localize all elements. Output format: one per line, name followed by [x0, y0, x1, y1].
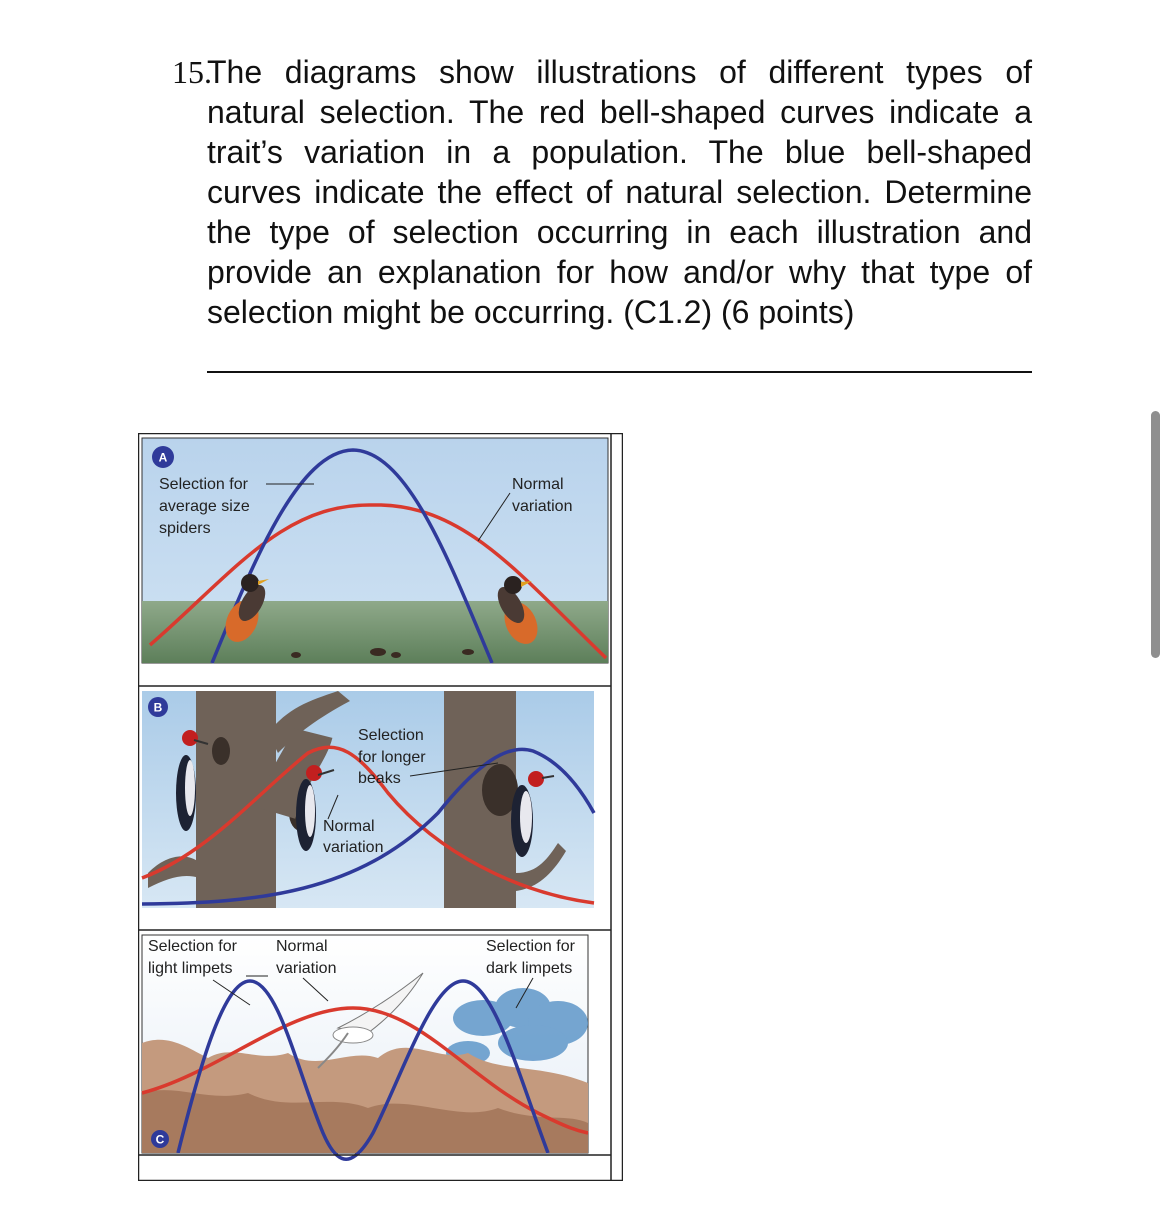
label-a-selection-2: average size — [159, 498, 250, 515]
badge-c-label: C — [155, 1132, 165, 1147]
label-a-selection-3: spiders — [159, 520, 211, 537]
label-b-selection-2: for longer — [358, 749, 426, 766]
natural-selection-figure — [138, 433, 623, 1181]
badge-a-label: A — [158, 450, 168, 465]
label-c-dark-1: Selection for — [486, 938, 575, 955]
panel-a — [142, 438, 608, 663]
panel-c — [142, 935, 588, 1159]
label-b-selection-1: Selection — [358, 727, 424, 744]
label-c-light-1: Selection for — [148, 938, 237, 955]
answer-line — [207, 371, 1032, 373]
label-a-normal-1: Normal — [512, 476, 564, 493]
label-b-normal-1: Normal — [323, 818, 375, 835]
question-number: 15. — [172, 54, 212, 90]
question-text: The diagrams show illustrations of different types of natural selection. The red bell-shaped curves indicate a trait’s variation in a population. The blue bell-shaped curves indicate the effect of natural selection. Determine the type of selection occurring in each illustration and provide an explanation for how and/or why that type of selection might be occurring. (C1.2) (6 points) — [207, 54, 1032, 330]
panel-b — [142, 691, 594, 908]
label-a-normal-2: variation — [512, 498, 573, 515]
label-c-normal-1: Normal — [276, 938, 328, 955]
label-c-dark-2: dark limpets — [486, 960, 573, 977]
label-c-light-2: light limpets — [148, 960, 233, 977]
label-b-normal-2: variation — [323, 839, 384, 856]
badge-b-label: B — [153, 700, 163, 715]
question-block — [172, 52, 1032, 332]
label-c-normal-2: variation — [276, 960, 337, 977]
label-a-selection-1: Selection for — [159, 476, 248, 493]
scrollbar[interactable] — [1151, 411, 1160, 658]
label-b-selection-3: beaks — [358, 770, 401, 787]
